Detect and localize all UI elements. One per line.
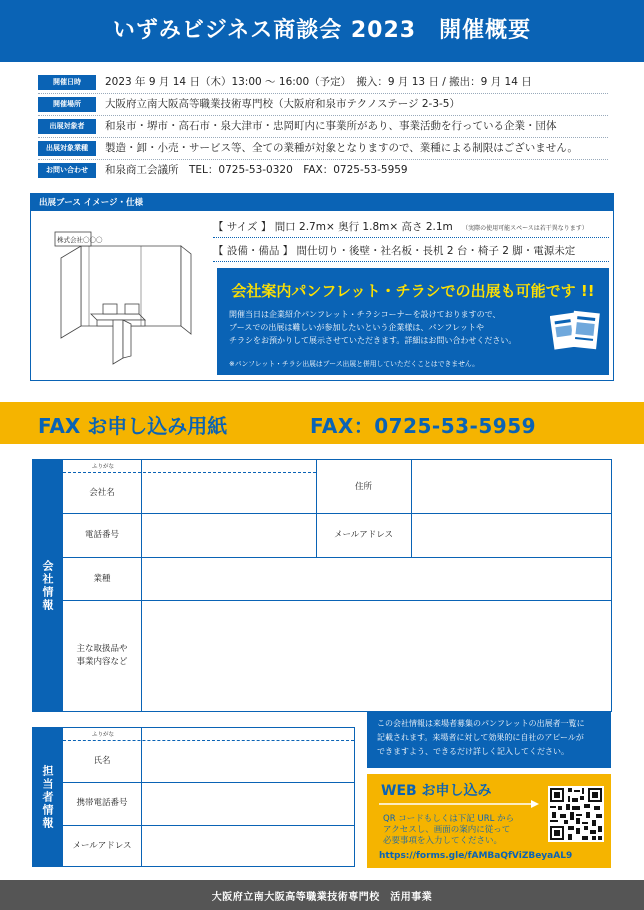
- address-field[interactable]: [413, 462, 609, 512]
- pamphlet-title: 会社案内パンフレット・チラシでの出展も可能です !!: [231, 282, 595, 300]
- web-application-box: [367, 774, 611, 868]
- booth-size-row: [213, 216, 609, 238]
- industry-label: 業種: [93, 574, 111, 584]
- address-label: 住所: [354, 482, 372, 492]
- booth-section: [30, 193, 614, 381]
- company-info-note-line: できますよう、できるだけ詳しく記入してください。: [377, 747, 569, 756]
- mobile-label: 携帯電話番号: [76, 798, 128, 808]
- info-divider: [38, 159, 608, 160]
- info-label-venue: 開催場所: [38, 97, 96, 112]
- web-application-title: WEB お申し込み: [381, 783, 492, 799]
- email-field[interactable]: [413, 515, 609, 555]
- qr-code-icon[interactable]: [548, 786, 604, 842]
- web-body-line: 必要事項を入力してください。: [383, 836, 503, 846]
- company-info-note-line: 記載されます。来場者に対して効果的に自社のアピールが: [377, 733, 584, 742]
- company-info-note-line: この会社情報は来場者募集のパンフレットの出展者一覧に: [377, 719, 585, 728]
- pamphlet-box: [217, 268, 609, 375]
- header-banner: [0, 0, 644, 62]
- fax-number: FAX：0725-53-5959: [310, 414, 537, 438]
- contact-name-label: 氏名: [93, 756, 111, 766]
- web-application-url[interactable]: https://forms.gle/fAMBaQfViZBeyaAL9: [379, 851, 573, 861]
- info-divider: [38, 137, 608, 138]
- pamphlet-icon: [550, 308, 602, 352]
- info-divider: [38, 93, 608, 94]
- web-body-line: QR コードもしくは下記 URL から: [383, 814, 515, 824]
- booth-equipment-row: [213, 240, 609, 262]
- phone-field[interactable]: [143, 515, 313, 555]
- company-name-label: 会社名: [89, 488, 115, 498]
- footer-text: 大阪府立南大阪高等職業技術専門校 活用事業: [211, 892, 433, 903]
- footer-bar: [0, 880, 644, 910]
- company-info-note-box: [367, 712, 611, 768]
- info-label-date: 開催日時: [38, 75, 96, 90]
- booth-sign-text: 株式会社〇〇〇: [57, 236, 103, 244]
- phone-label: 電話番号: [84, 530, 119, 540]
- email-label: メールアドレス: [333, 530, 394, 540]
- info-text-venue: 大阪府立南大阪高等職業技術専門校（大阪府和泉市テクノステージ 2-3-5）: [105, 98, 460, 110]
- company-furigana-label: ふりがな: [91, 464, 114, 470]
- contact-furigana-field[interactable]: [143, 730, 352, 739]
- booth-header-label: 出展ブース イメージ・仕様: [39, 198, 144, 208]
- booth-equip-label: 【 設備・備品 】: [213, 245, 294, 257]
- pamphlet-body-line: ブースでの出展は難しいが参加したいという企業様は、パンフレットや: [229, 323, 484, 332]
- mobile-field[interactable]: [143, 784, 352, 824]
- products-label-line2: 事業内容など: [76, 657, 128, 667]
- arrow-right-icon: [379, 800, 539, 808]
- contact-email-field[interactable]: [143, 827, 352, 865]
- info-text-date: 2023 年 9 月 14 日（木）13:00 ～ 16:00（予定） 搬入：9 月 13 日 / 搬出：9 月 14 日: [105, 76, 532, 88]
- page-title: いずみビジネス商談会 2023 開催概要: [112, 18, 532, 43]
- products-label-line1: 主な取扱品や: [76, 644, 128, 654]
- company-name-field[interactable]: [143, 474, 313, 512]
- info-text-industry: 製造・卸・小売・サービス等、全ての業種が対象となりますので、業種による制限はございません。: [105, 142, 578, 154]
- contact-info-tab: 担当者情報: [32, 727, 62, 867]
- industry-field[interactable]: [143, 559, 609, 599]
- info-label-industry: 出展対象業種: [38, 141, 96, 156]
- booth-size-text: 間口 2.7m× 奥行 1.8m× 高さ 2.1m: [274, 221, 453, 233]
- booth-size-label: 【 サイズ 】: [213, 221, 272, 233]
- pamphlet-body-line: 開催当日は企業紹介パンフレット・チラシコーナーを設けておりますので、: [229, 310, 501, 319]
- info-label-contact: お問い合わせ: [38, 163, 96, 178]
- info-label-eligible: 出展対象者: [38, 119, 96, 134]
- products-field[interactable]: [143, 602, 609, 710]
- fax-form-title: FAX お申し込み用紙: [38, 414, 228, 438]
- booth-equip-text: 間仕切り・後壁・社名板・長机 2 台・椅子 2 脚・電源未定: [296, 245, 576, 257]
- company-info-form: [62, 459, 612, 712]
- fax-banner: [0, 402, 644, 444]
- contact-name-field[interactable]: [143, 742, 352, 781]
- contact-email-label: メールアドレス: [72, 841, 132, 851]
- info-text-eligible: 和泉市・堺市・高石市・泉大津市・忠岡町内に事業所があり、事業活動を行っている企業・団体: [105, 120, 557, 132]
- contact-furigana-label: ふりがな: [91, 732, 114, 738]
- booth-header: [31, 194, 613, 211]
- company-info-tab: 会社情報: [32, 459, 62, 712]
- web-body-line: アクセスし、画面の案内に従って: [383, 825, 511, 835]
- info-text-contact: 和泉商工会議所 TEL：0725-53-0320 FAX：0725-53-5959: [105, 164, 408, 176]
- pamphlet-body-line: チラシをお預かりして展示させていただきます。詳細はお問い合わせください。: [229, 336, 517, 345]
- booth-size-note: （実際の使用可能スペースは若干異なります）: [462, 225, 588, 232]
- info-divider: [38, 115, 608, 116]
- contact-info-form: [62, 727, 355, 867]
- company-furigana-field[interactable]: [143, 462, 313, 471]
- pamphlet-note: ※パンフレット・チラシ出展はブース出展と併用していただくことはできません。: [229, 360, 479, 368]
